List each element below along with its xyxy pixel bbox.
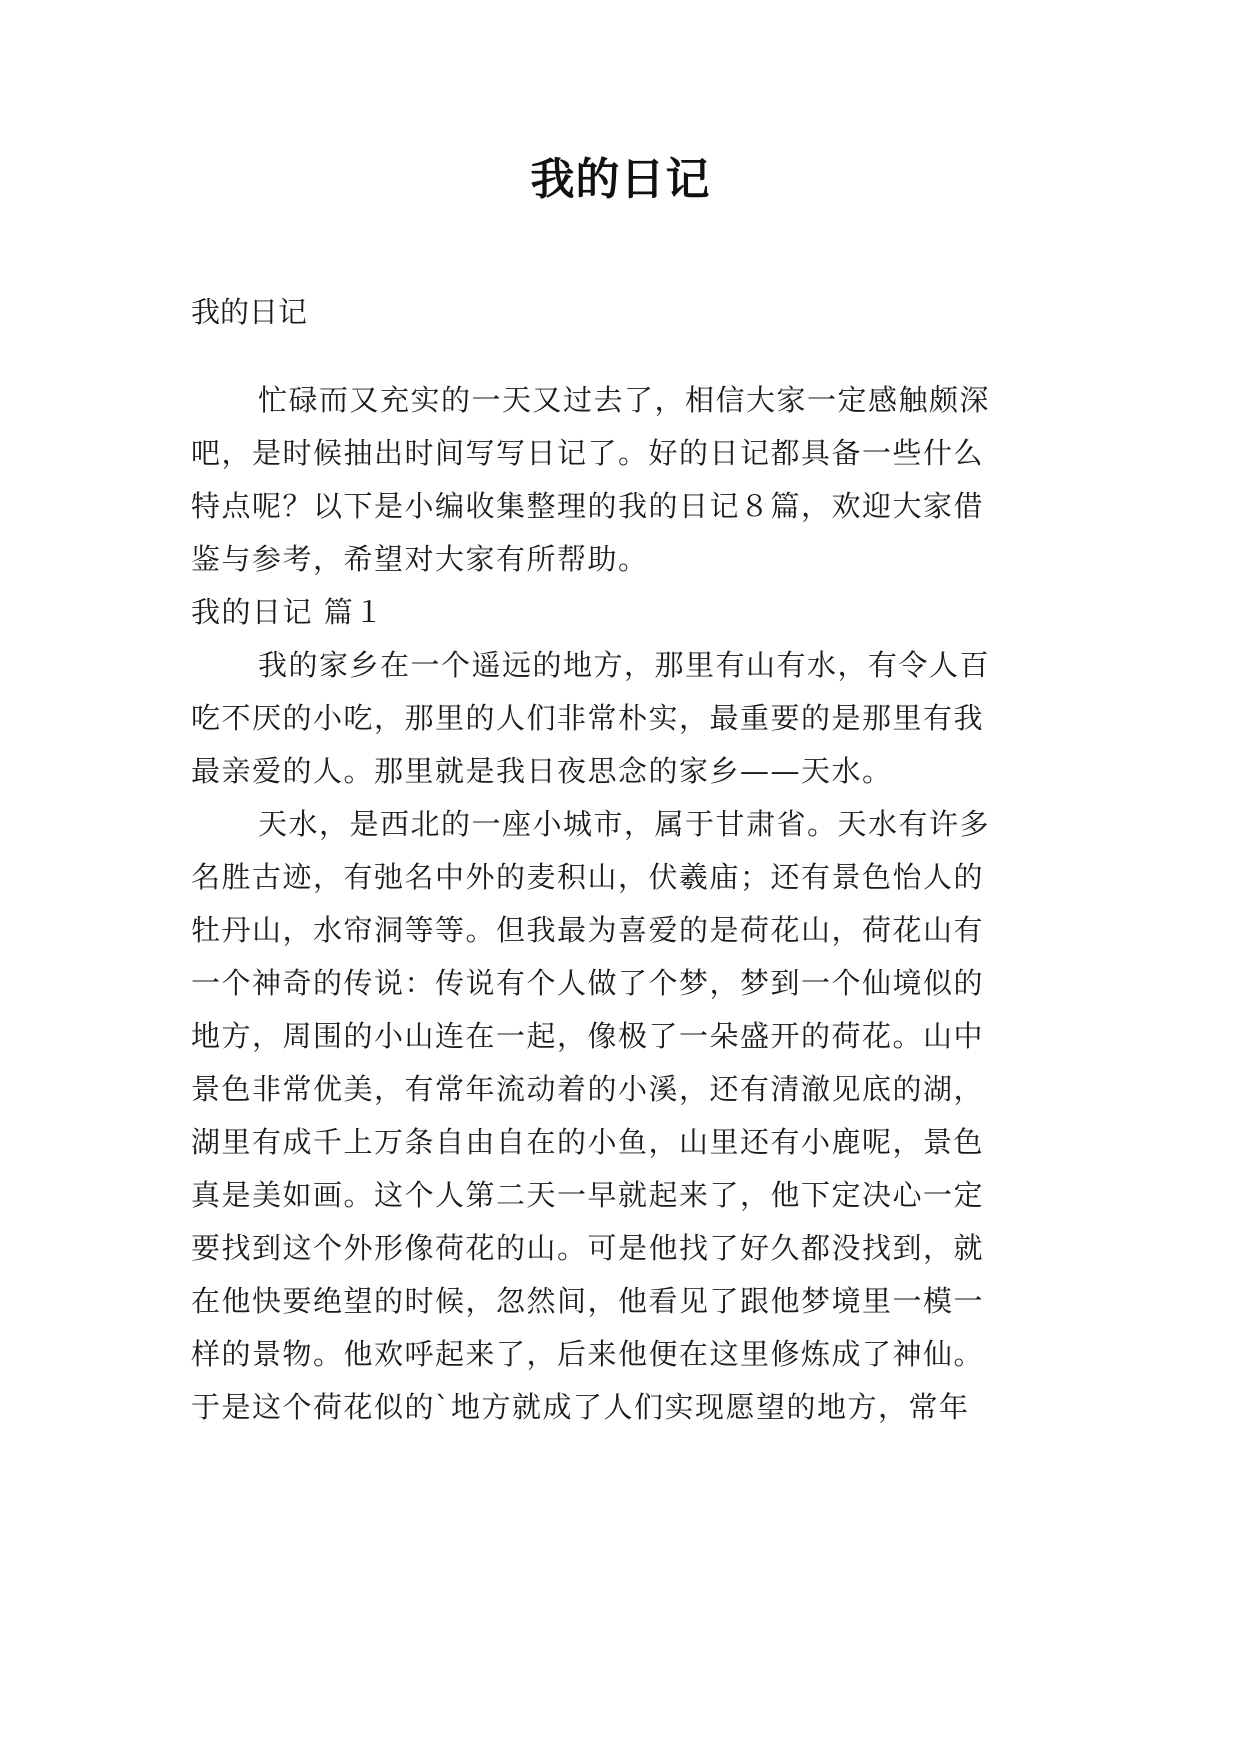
paragraph-line: 在他快要绝望的时候，忽然间，他看见了跟他梦境里一模一 — [191, 1284, 985, 1318]
paragraph-line: 于是这个荷花似的`地方就成了人们实现愿望的地方，常年 — [191, 1390, 970, 1424]
paragraph-line: 最亲爱的人。那里就是我日夜思念的家乡——天水。 — [191, 754, 893, 788]
paragraph-line: 真是美如画。这个人第二天一早就起来了，他下定决心一定 — [191, 1178, 985, 1212]
paragraph-line: 特点呢？以下是小编收集整理的我的日记８篇，欢迎大家借 — [191, 489, 985, 523]
document-title: 我的日记 — [530, 154, 711, 205]
paragraph-line: 地方，周围的小山连在一起，像极了一朵盛开的荷花。山中 — [191, 1019, 985, 1053]
paragraph-line: 要找到这个外形像荷花的山。可是他找了好久都没找到，就 — [191, 1231, 985, 1265]
paragraph-line: 吧，是时候抽出时间写写日记了。好的日记都具备一些什么 — [191, 436, 985, 470]
paragraph-line: 样的景物。他欢呼起来了，后来他便在这里修炼成了神仙。 — [191, 1337, 985, 1371]
paragraph-line: 我的家乡在一个遥远的地方，那里有山有水，有令人百 — [258, 648, 991, 682]
paragraph-line: 鉴与参考，希望对大家有所帮助。 — [191, 542, 649, 576]
paragraph-line: 吃不厌的小吃，那里的人们非常朴实，最重要的是那里有我 — [191, 701, 985, 735]
paragraph-line: 景色非常优美，有常年流动着的小溪，还有清澈见底的湖， — [191, 1072, 985, 1106]
section-heading: 我的日记 篇１ — [191, 595, 385, 629]
paragraph-line: 湖里有成千上万条自由自在的小鱼，山里还有小鹿呢，景色 — [191, 1125, 985, 1159]
paragraph-line: 名胜古迹，有弛名中外的麦积山，伏羲庙；还有景色怡人的 — [191, 860, 985, 894]
paragraph-line: 忙碌而又充实的一天又过去了，相信大家一定感触颇深 — [258, 383, 991, 417]
paragraph-line: 牡丹山，水帘洞等等。但我最为喜爱的是荷花山，荷花山有 — [191, 913, 985, 947]
paragraph-line: 天水，是西北的一座小城市，属于甘肃省。天水有许多 — [258, 807, 991, 841]
document-subtitle: 我的日记 — [191, 295, 308, 329]
paragraph-line: 一个神奇的传说：传说有个人做了个梦，梦到一个仙境似的 — [191, 966, 985, 1000]
